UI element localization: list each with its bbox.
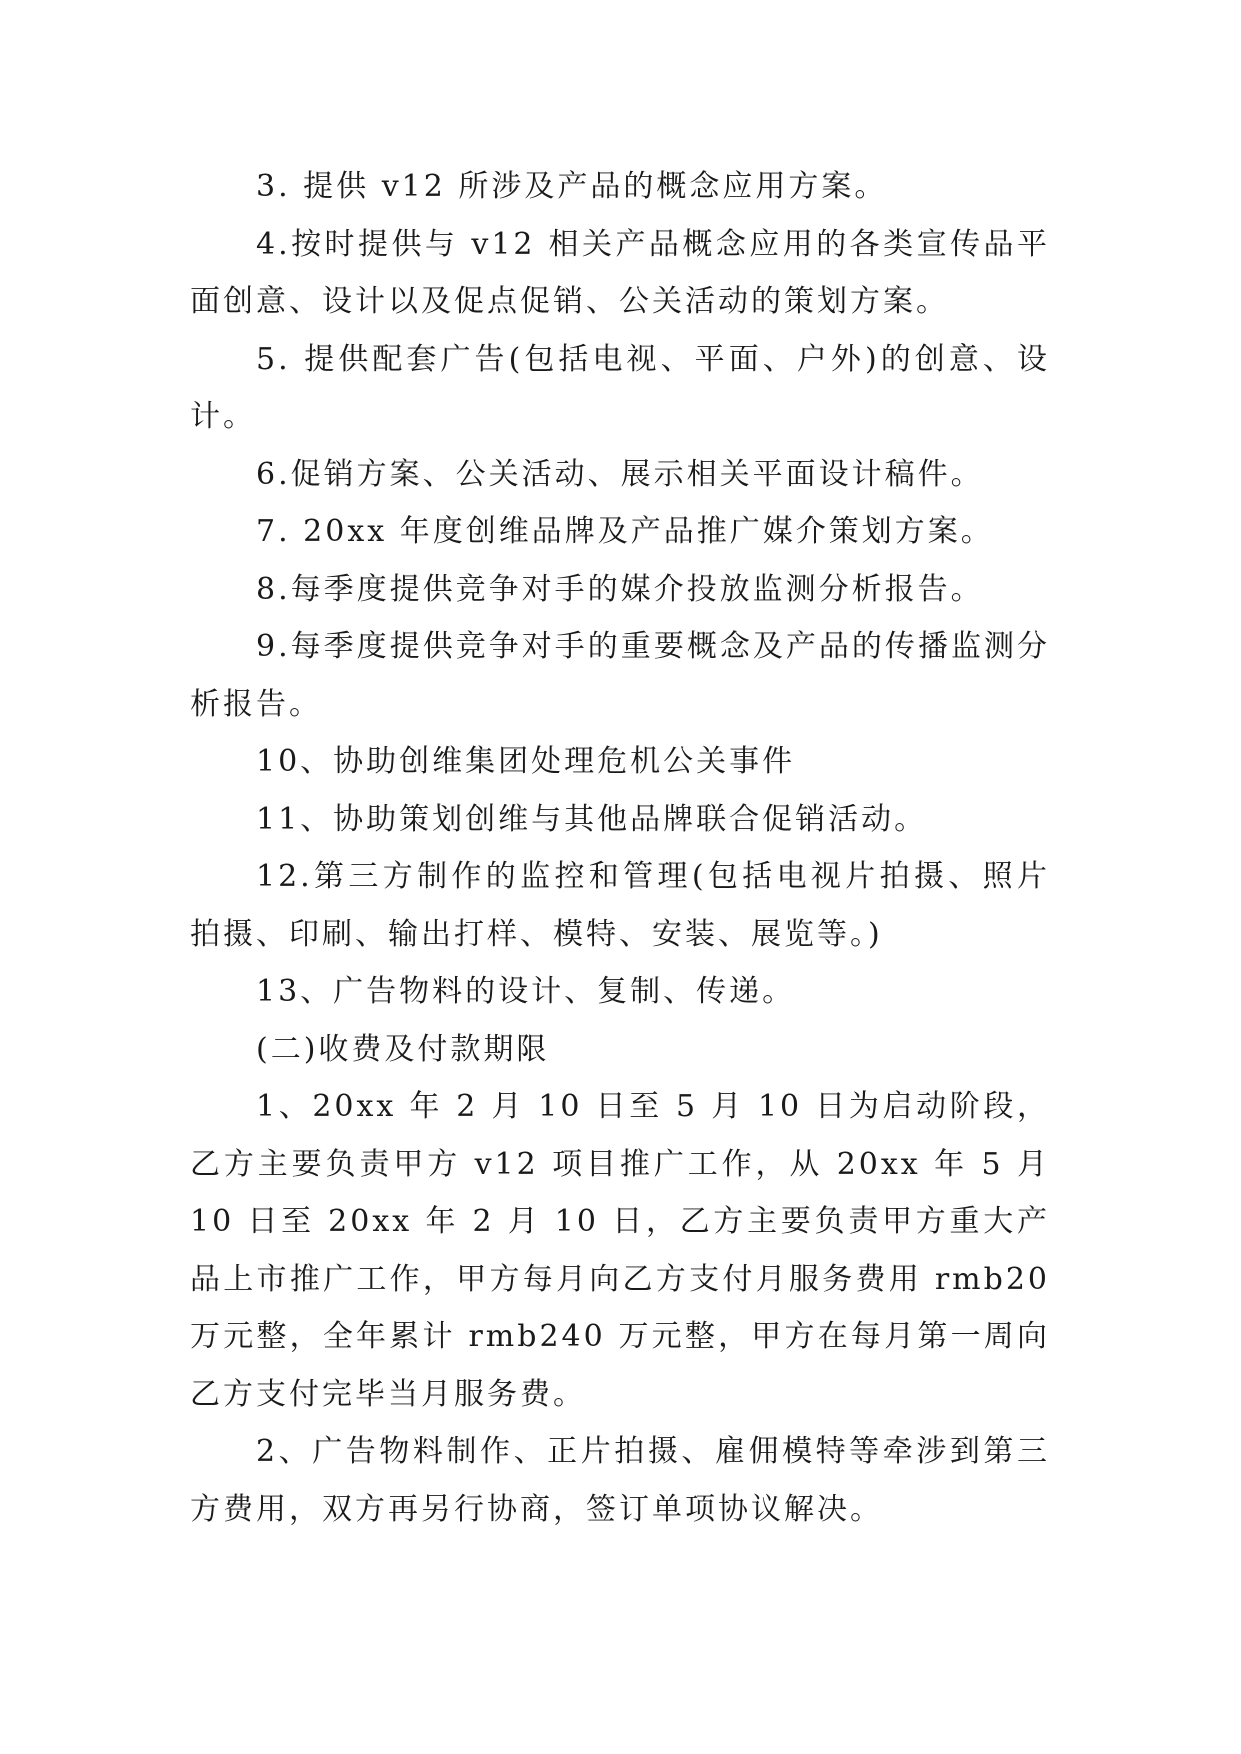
- paragraph-item-12: 12.第三方制作的监控和管理(包括电视片拍摄、照片拍摄、印刷、输出打样、模特、安装、展览等。): [190, 859, 1050, 952]
- section-heading-fees: (二)收费及付款期限: [256, 1031, 550, 1067]
- paragraph-item-9: 9.每季度提供竞争对手的重要概念及产品的传播监测分析报告。: [190, 629, 1050, 722]
- paragraph-item-5: 5. 提供配套广告(包括电视、平面、户外)的创意、设计。: [190, 341, 1050, 434]
- paragraph-item-4: 4.按时提供与 v12 相关产品概念应用的各类宣传品平面创意、设计以及促点促销、公关活动的策划方案。: [190, 226, 1050, 319]
- paragraph-item-10: 10、协助创维集团处理危机公关事件: [256, 744, 796, 779]
- paragraph-item-3: 3. 提供 v12 所涉及产品的概念应用方案。: [256, 169, 888, 204]
- paragraph-item-13: 13、广告物料的设计、复制、传递。: [256, 974, 796, 1009]
- fee-clause-1: 1、20xx 年 2 月 10 日至 5 月 10 日为启动阶段，乙方主要负责甲方 v12 项目推广工作，从 20xx 年 5 月 10 日至 20xx 年 2 月 10 日，乙方主要负责甲方重大产品上市推广工作，甲方每月向乙方支付月服务费用 rmb20 万元整，全年累计 rmb240 万元整，甲方在每月第一周向乙方支付完毕当月服务费。: [190, 1089, 1050, 1412]
- paragraph-item-6: 6.促销方案、公关活动、展示相关平面设计稿件。: [256, 456, 984, 492]
- paragraph-item-8: 8.每季度提供竞争对手的媒介投放监测分析报告。: [256, 571, 984, 607]
- paragraph-item-11: 11、协助策划创维与其他品牌联合促销活动。: [256, 801, 928, 837]
- paragraph-item-7: 7. 20xx 年度创维品牌及产品推广媒介策划方案。: [256, 514, 994, 549]
- document-body: [190, 158, 1050, 1538]
- fee-clause-2: 2、广告物料制作、正片拍摄、雇佣模特等牵涉到第三方费用，双方再另行协商，签订单项协议解决。: [190, 1434, 1050, 1527]
